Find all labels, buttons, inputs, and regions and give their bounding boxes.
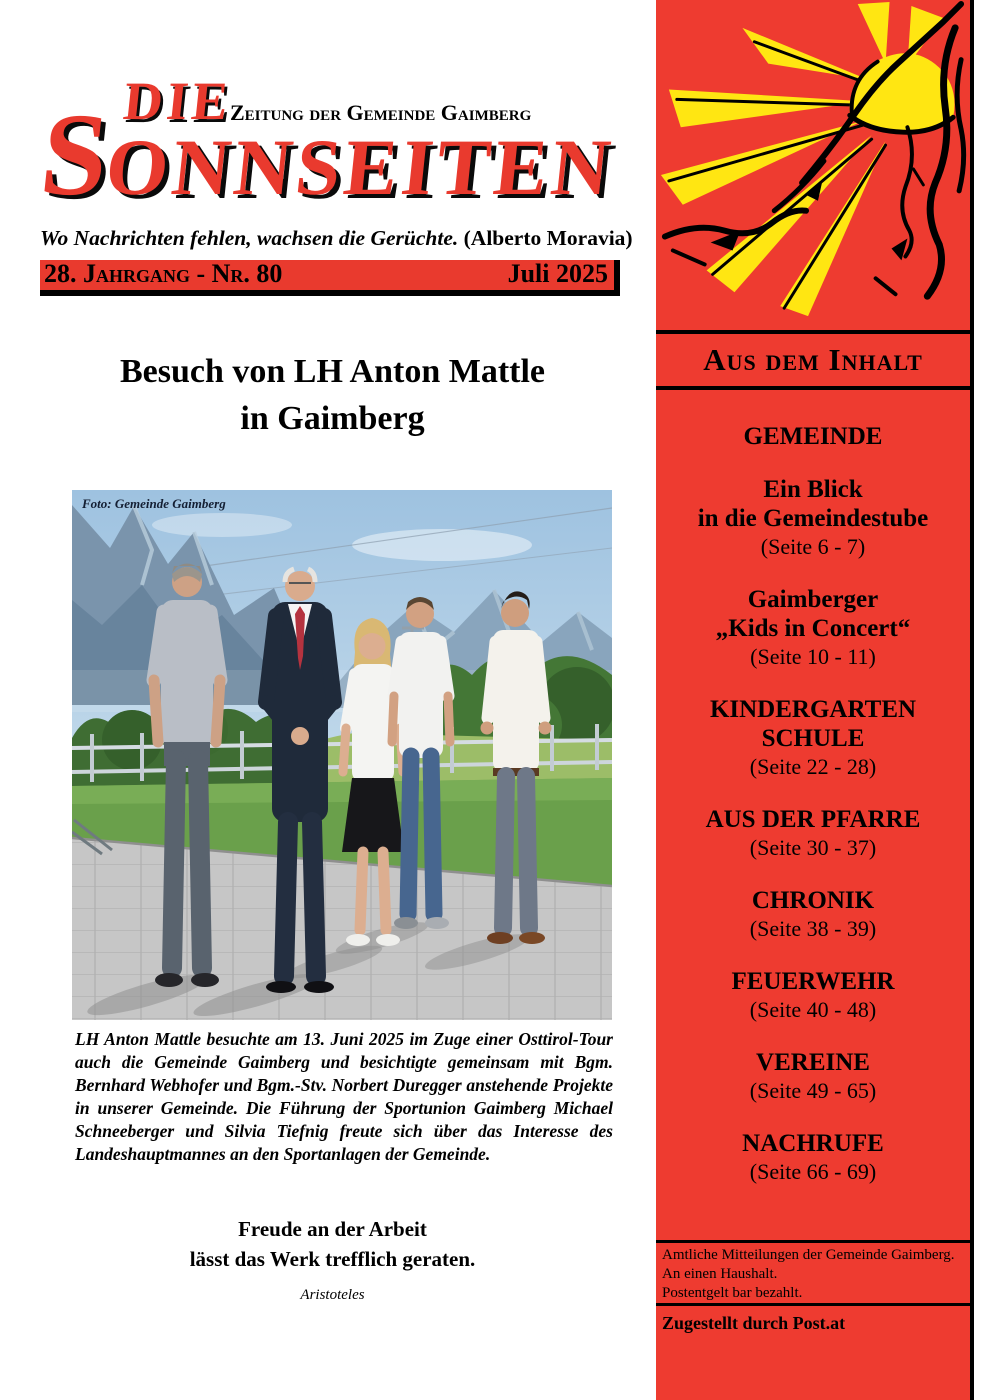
toc-header: Aus dem Inhalt [656,330,970,390]
imprint-box [656,1240,970,1303]
toc-title: FEUERWEHR [731,968,895,995]
toc-pages: (Seite 22 - 28) [749,754,877,779]
delivery-note: Zugestellt durch Post.at [656,1303,970,1334]
toc-item-nachrufe [656,1129,970,1186]
toc-title: Gaimberger [747,586,879,613]
imprint-line-2: An einen Haushalt. [662,1266,778,1282]
masthead-title-initial: S [35,89,115,220]
motto [40,226,633,251]
toc-item-vereine [656,1048,970,1105]
headline-line-2: in Gaimberg [240,400,425,437]
toc-pages: (Seite 10 - 11) [750,644,876,669]
issue-volume: 28. Jahrgang - Nr. 80 [44,259,283,288]
imprint-line-1: Amtliche Mitteilungen der Gemeinde Gaimberg. [662,1247,955,1263]
issue-banner [40,260,620,296]
toc-pages: (Seite 49 - 65) [749,1078,877,1103]
toc-item-pfarre [656,805,970,862]
toc-title: in die Gemeindestube [697,505,929,532]
toc-pages: (Seite 6 - 7) [760,534,866,559]
toc-pages: (Seite 30 - 37) [749,835,877,860]
toc-item-kindergarten-schule [656,695,970,781]
quote-line-2: lässt das Werk trefflich geraten. [189,1247,476,1271]
toc-item-feuerwehr [656,967,970,1024]
toc-title: SCHULE [761,725,865,752]
main-column [35,0,633,1400]
toc-item-chronik [656,886,970,943]
toc-title: NACHRUFE [742,1130,884,1157]
sun-mountains-logo-icon [656,0,970,330]
masthead-title-small: DIE [120,71,236,131]
imprint-line-3: Postentgelt bar bezahlt. [662,1285,803,1301]
motto-attribution: (Alberto Moravia) [463,226,633,250]
toc-title: CHRONIK [751,887,875,914]
quote-author: Aristoteles [300,1287,365,1303]
toc-pages: (Seite 66 - 69) [749,1159,877,1184]
toc-title: Ein Blick [763,476,863,503]
sidebar [656,0,974,1400]
toc-title: VEREINE [756,1049,870,1076]
toc-pages: (Seite 40 - 48) [749,997,877,1022]
quote-block [40,1214,625,1304]
article-photo [72,490,612,1020]
toc-title: „Kids in Concert“ [715,615,911,642]
issue-date: Juli 2025 [507,259,608,288]
toc-item-kids-in-concert [656,585,970,671]
toc-title: GEMEINDE [743,423,883,450]
toc-title: KINDERGARTEN [709,696,917,723]
toc-title: AUS DER PFARRE [705,806,921,833]
table-of-contents [656,394,970,1210]
toc-pages: (Seite 38 - 39) [749,916,877,941]
masthead-subtitle: Zeitung der Gemeinde Gaimberg [230,100,532,125]
article-headline [40,348,625,442]
headline-line-1: Besuch von LH Anton Mattle [119,353,546,390]
photo-credit: Foto: Gemeinde Gaimberg [82,496,226,511]
photo-caption: LH Anton Mattle besuchte am 13. Juni 2025 im Zuge einer Osttirol-Tour auch die Gemeinde Gaimberg und besichtigte gemeinsam mit Bgm. Bernhard Webhofer und Bgm.-Stv. Norbert Duregger anstehende Projekte in unserer Gemeinde. Die Führung der Sportunion Gaimberg Michael Schneeberger und Silvia Tiefnig freute sich über das Interesse des Landeshauptmannes an den Sportanlagen der Gemeinde. [75,1029,613,1164]
photo-illustration [72,490,612,1020]
masthead-title-rest: ONNSEITEN [101,124,619,212]
toc-item-gemeindestube [656,475,970,561]
motto-text: Wo Nachrichten fehlen, wachsen die Gerüchte. [40,226,459,250]
toc-item-gemeinde [656,422,970,451]
quote-line-1: Freude an der Arbeit [238,1217,427,1241]
